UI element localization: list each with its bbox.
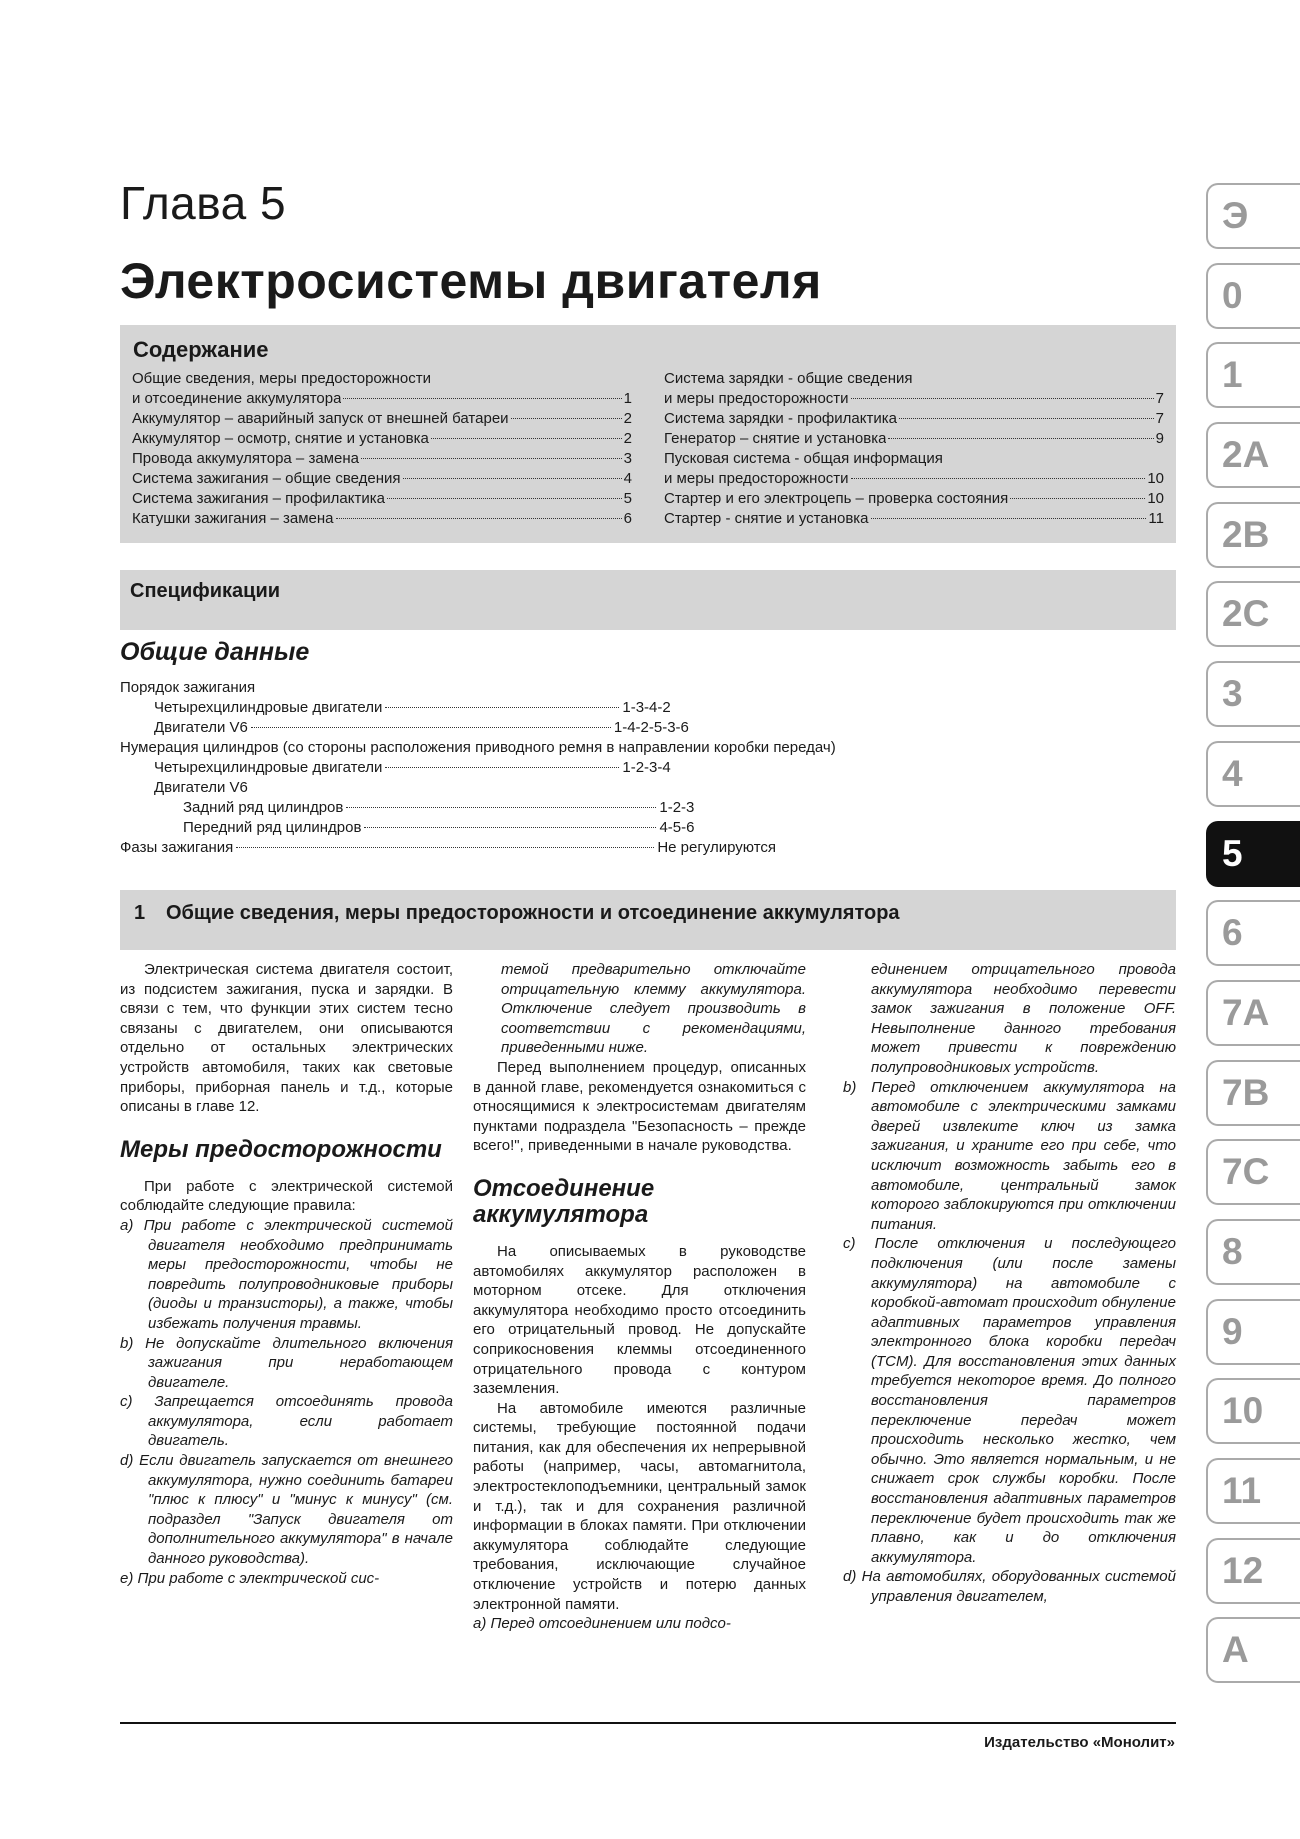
chapter-tab[interactable]: 2A bbox=[1206, 422, 1300, 488]
toc-entry[interactable]: Стартер и его электроцепь – проверка состояния 10 bbox=[664, 490, 1164, 507]
spec-row: Двигатели V6 bbox=[154, 779, 248, 796]
chapter-tab[interactable]: 5 bbox=[1206, 821, 1300, 887]
list-item: b) Не допускайте длительного включения зажигания при неработающем двигателе. bbox=[120, 1334, 453, 1391]
spec-row: Фазы зажигания Не регулируются bbox=[120, 839, 777, 856]
body-column-3 bbox=[843, 960, 1176, 1607]
toc-entry[interactable]: Система зажигания – профилактика 5 bbox=[132, 490, 632, 507]
toc-left-column bbox=[132, 369, 632, 529]
toc-entry[interactable]: Система зажигания – общие сведения 4 bbox=[132, 470, 632, 487]
toc-entry[interactable]: Система зарядки - общие сведения bbox=[664, 370, 913, 387]
general-data-heading: Общие данные bbox=[120, 638, 310, 666]
list-item: d) На автомобилях, оборудованных системой управления двигателем, bbox=[843, 1568, 1176, 1605]
chapter-tab[interactable]: 7A bbox=[1206, 980, 1300, 1046]
toc-entry[interactable]: Аккумулятор – аварийный запуск от внешней батареи 2 bbox=[132, 410, 632, 427]
toc-entry[interactable]: Генератор – снятие и установка 9 bbox=[664, 430, 1164, 447]
chapter-tab[interactable]: 6 bbox=[1206, 900, 1300, 966]
list-item: d) Если двигатель запускается от внешнего аккумулятора, нужно соединить батареи "плюс к плюсу" и "минус к минусу" (см. подраздел "Запуск двигателя от дополнительного аккумулятора" в начале данного руководства). bbox=[120, 1452, 453, 1568]
section-title: 1 Общие сведения, меры предосторожности и отсоединение аккумулятора bbox=[134, 902, 900, 924]
chapter-tab[interactable]: 0 bbox=[1206, 263, 1300, 329]
list-item: e) При работе с электрической сис- bbox=[120, 1569, 380, 1587]
toc-entry[interactable]: Стартер - снятие и установка 11 bbox=[664, 510, 1164, 527]
chapter-label: Глава 5 bbox=[120, 177, 287, 229]
spec-row: Четырехцилиндровые двигатели 1-2-3-4 bbox=[154, 759, 671, 776]
list-item: b) Перед отключением аккумулятора на автомобиле с электрическими замками дверей извлеките ключ из замка зажигания, и храните его при себе, что исключит возможность забыть его в автомобиле, центральный замок которого заблокируются при отключении питания. bbox=[843, 1078, 1176, 1233]
chapter-tab[interactable]: 8 bbox=[1206, 1219, 1300, 1285]
spec-row: Порядок зажигания bbox=[120, 679, 256, 696]
list-item-continuation: темой предварительно отключайте отрицательную клемму аккумулятора. Отключение следует производить в соответствии с рекомендациями, приведенными ниже. bbox=[501, 961, 806, 1057]
chapter-title: Электросистемы двигателя bbox=[120, 253, 822, 309]
chapter-tab[interactable]: 7B bbox=[1206, 1060, 1300, 1126]
list-item: a) Перед отсоединением или подсо- bbox=[473, 1615, 731, 1633]
toc-right-column bbox=[664, 369, 1164, 529]
toc-entry[interactable]: Общие сведения, меры предосторожности bbox=[132, 370, 432, 387]
spec-row: Двигатели V6 1-4-2-5-3-6 bbox=[154, 719, 689, 736]
spec-row: Четырехцилиндровые двигатели 1-3-4-2 bbox=[154, 699, 671, 716]
chapter-tab[interactable]: 10 bbox=[1206, 1378, 1300, 1444]
chapter-tab[interactable]: 9 bbox=[1206, 1299, 1300, 1365]
toc-entry[interactable]: Провода аккумулятора – замена 3 bbox=[132, 450, 632, 467]
chapter-tab[interactable]: 1 bbox=[1206, 342, 1300, 408]
list-item: c) Запрещается отсоединять провода аккумулятора, если работает двигатель. bbox=[120, 1393, 453, 1450]
footer-rule bbox=[120, 1722, 1176, 1724]
toc-entry[interactable]: Пусковая система - общая информация bbox=[664, 450, 943, 467]
subsection-heading: Меры предосторожности bbox=[120, 1135, 442, 1163]
spec-row: Нумерация цилиндров (со стороны расположения приводного ремня в направлении коробки передач) bbox=[120, 739, 836, 756]
contents-heading: Содержание bbox=[133, 337, 269, 362]
spec-row: Передний ряд цилиндров 4-5-6 bbox=[183, 819, 695, 836]
toc-entry[interactable]: Катушки зажигания – замена 6 bbox=[132, 510, 632, 527]
chapter-tab[interactable]: 4 bbox=[1206, 741, 1300, 807]
body-column-1 bbox=[120, 960, 453, 1588]
chapter-tab[interactable]: Э bbox=[1206, 183, 1300, 249]
subsection-heading: Отсоединение аккумулятора bbox=[473, 1174, 655, 1228]
chapter-tab[interactable]: 11 bbox=[1206, 1458, 1300, 1524]
list-item-continuation: единением отрицательного провода аккумулятора необходимо перевести замок зажигания в положение OFF. Невыполнение данного требования может привести к повреждению полупроводниковых устройств. bbox=[871, 961, 1176, 1076]
paragraph: При работе с электрической системой соблюдайте следующие правила: bbox=[120, 1177, 453, 1215]
chapter-tab[interactable]: 12 bbox=[1206, 1538, 1300, 1604]
paragraph: На автомобиле имеются различные системы, требующие постоянной подачи питания, как для обеспечения их непрерывной работы (например, часы, автомагнитола, электростеклоподъемники, центральный замок и т.д.), так и для сохранения различной информации в блоках памяти. При отключении аккумулятора соблюдайте следующие требования, исключающие случайное отключение устройств и потерю данных электронной памяти. bbox=[473, 1399, 806, 1613]
specifications-box bbox=[120, 570, 1176, 630]
chapter-tab[interactable]: 3 bbox=[1206, 661, 1300, 727]
chapter-tab[interactable]: A bbox=[1206, 1617, 1300, 1683]
paragraph: Электрическая система двигателя состоит, из подсистем зажигания, пуска и зарядки. В связи с тем, что функции этих систем тесно связаны с двигателем, они описываются отдельно от остальных электрических устройств автомобиля, таких как световые приборы, приборная панель и т.д., которые описаны в главе 12. bbox=[120, 961, 453, 1116]
toc-entry[interactable]: Аккумулятор – осмотр, снятие и установка 2 bbox=[132, 430, 632, 447]
paragraph: На описываемых в руководстве автомобилях аккумулятор расположен в моторном отсеке. Для отключения аккумулятора необходимо просто отсоединить его отрицательный провод. Не допускайте соприкосновения клеммы отсоединенного отрицательного провода с контуром заземления. bbox=[473, 1242, 806, 1398]
chapter-tab[interactable]: 2C bbox=[1206, 581, 1300, 647]
toc-entry[interactable]: и меры предосторожности 10 bbox=[664, 470, 1164, 487]
paragraph: Перед выполнением процедур, описанных в данной главе, рекомендуется ознакомиться с относящимися к электросистемам двигателям пунктами подраздела "Безопасность – прежде всего!", приведенными в начале руководства. bbox=[473, 1058, 806, 1155]
toc-entry[interactable]: и меры предосторожности 7 bbox=[664, 390, 1164, 407]
body-column-2 bbox=[473, 960, 806, 1634]
section-header bbox=[120, 890, 1176, 950]
list-item: a) При работе с электрической системой двигателя необходимо предпринимать меры предосторожности, чтобы не повредить полупроводниковые приборы (диоды и транзисторы), а также, чтобы избежать получения травмы. bbox=[120, 1216, 453, 1332]
toc-entry[interactable]: и отсоединение аккумулятора 1 bbox=[132, 390, 632, 407]
publisher-credit: Издательство «Монолит» bbox=[984, 1734, 1175, 1751]
chapter-tab[interactable]: 7C bbox=[1206, 1139, 1300, 1205]
spec-row: Задний ряд цилиндров 1-2-3 bbox=[183, 799, 695, 816]
spec-list bbox=[120, 678, 960, 858]
specifications-heading: Спецификации bbox=[130, 580, 281, 602]
contents-box bbox=[120, 325, 1176, 543]
toc-entry[interactable]: Система зарядки - профилактика 7 bbox=[664, 410, 1164, 427]
list-item: c) После отключения и последующего подключения (или после замены аккумулятора) на автомобиле с коробкой-автомат происходит обнуление адаптивных параметров управления электронного блока коробки передач (TCM). Для восстановления этих данных требуется некоторое время. До полного восстановления параметров переключение передач может происходить несколько жестко, чем обычно. Это является нормальным, и не снижает срок службы коробки. После восстановления адаптивных параметров переключение будет происходить так же плавно, как и до отключения аккумулятора. bbox=[843, 1235, 1176, 1566]
chapter-tabs bbox=[1206, 183, 1300, 1697]
chapter-tab[interactable]: 2B bbox=[1206, 502, 1300, 568]
